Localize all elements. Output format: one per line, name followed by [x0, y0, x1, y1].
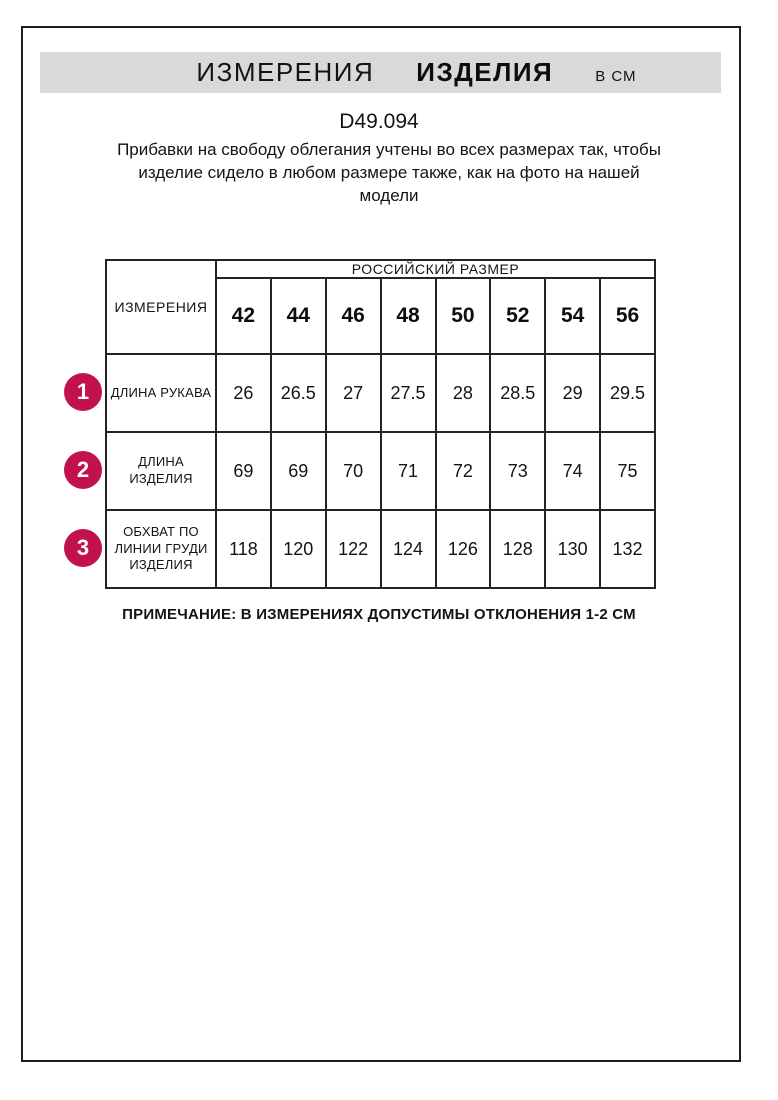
measurement-value: 74: [545, 432, 600, 510]
size-table: [105, 259, 656, 589]
measurement-value: 132: [600, 510, 655, 588]
measurement-value: 126: [436, 510, 491, 588]
size-group-row: [106, 260, 655, 278]
measurements-column-header: ИЗМЕРЕНИЯ: [106, 260, 216, 354]
unit-label: В СМ: [595, 68, 637, 85]
size-column-header: 52: [490, 278, 545, 354]
russian-size-header: РОССИЙСКИЙ РАЗМЕР: [216, 260, 655, 278]
measurement-value: 71: [381, 432, 436, 510]
measurement-row: [106, 354, 655, 432]
measurement-value: 69: [216, 432, 271, 510]
measurement-value: 26: [216, 354, 271, 432]
measurement-value: 124: [381, 510, 436, 588]
row-marker-1: 1: [64, 373, 102, 411]
measurement-label: ДЛИНА РУКАВА: [106, 354, 216, 432]
measurement-value: 26.5: [271, 354, 326, 432]
measurement-value: 72: [436, 432, 491, 510]
measurement-value: 70: [326, 432, 381, 510]
title-banner: [40, 52, 721, 93]
measurement-value: 28: [436, 354, 491, 432]
measurement-value: 29: [545, 354, 600, 432]
size-column-header: 46: [326, 278, 381, 354]
measurement-value: 75: [600, 432, 655, 510]
row-marker-2: 2: [64, 451, 102, 489]
measurement-row: [106, 432, 655, 510]
size-column-header: 50: [436, 278, 491, 354]
measurement-value: 29.5: [600, 354, 655, 432]
title-banner-content: [196, 57, 636, 88]
measurement-value: 120: [271, 510, 326, 588]
page-title-emphasis: ИЗДЕЛИЯ: [416, 57, 554, 87]
measurement-label: ОБХВАТ ПО ЛИНИИ ГРУДИ ИЗДЕЛИЯ: [106, 510, 216, 588]
measurement-value: 27: [326, 354, 381, 432]
size-column-header: 44: [271, 278, 326, 354]
size-column-header: 48: [381, 278, 436, 354]
row-marker-3: 3: [64, 529, 102, 567]
tolerance-note: ПРИМЕЧАНИЕ: В ИЗМЕРЕНИЯХ ДОПУСТИМЫ ОТКЛОНЕНИЯ 1-2 СМ: [122, 606, 636, 623]
size-column-header: 54: [545, 278, 600, 354]
size-column-header: 56: [600, 278, 655, 354]
size-column-header: 42: [216, 278, 271, 354]
fit-description: Прибавки на свободу облегания учтены во всех размерах так, чтобы изделие сидело в любом размере также, как на фото на нашей модели: [117, 140, 661, 205]
measurement-value: 128: [490, 510, 545, 588]
measurement-value: 28.5: [490, 354, 545, 432]
page-title: ИЗМЕРЕНИЯ: [196, 57, 375, 87]
measurement-value: 118: [216, 510, 271, 588]
measurement-value: 73: [490, 432, 545, 510]
product-code: D49.094: [339, 110, 419, 133]
measurement-label: ДЛИНА ИЗДЕЛИЯ: [106, 432, 216, 510]
measurement-value: 27.5: [381, 354, 436, 432]
measurement-row: [106, 510, 655, 588]
measurement-value: 130: [545, 510, 600, 588]
measurement-value: 69: [271, 432, 326, 510]
measurement-value: 122: [326, 510, 381, 588]
